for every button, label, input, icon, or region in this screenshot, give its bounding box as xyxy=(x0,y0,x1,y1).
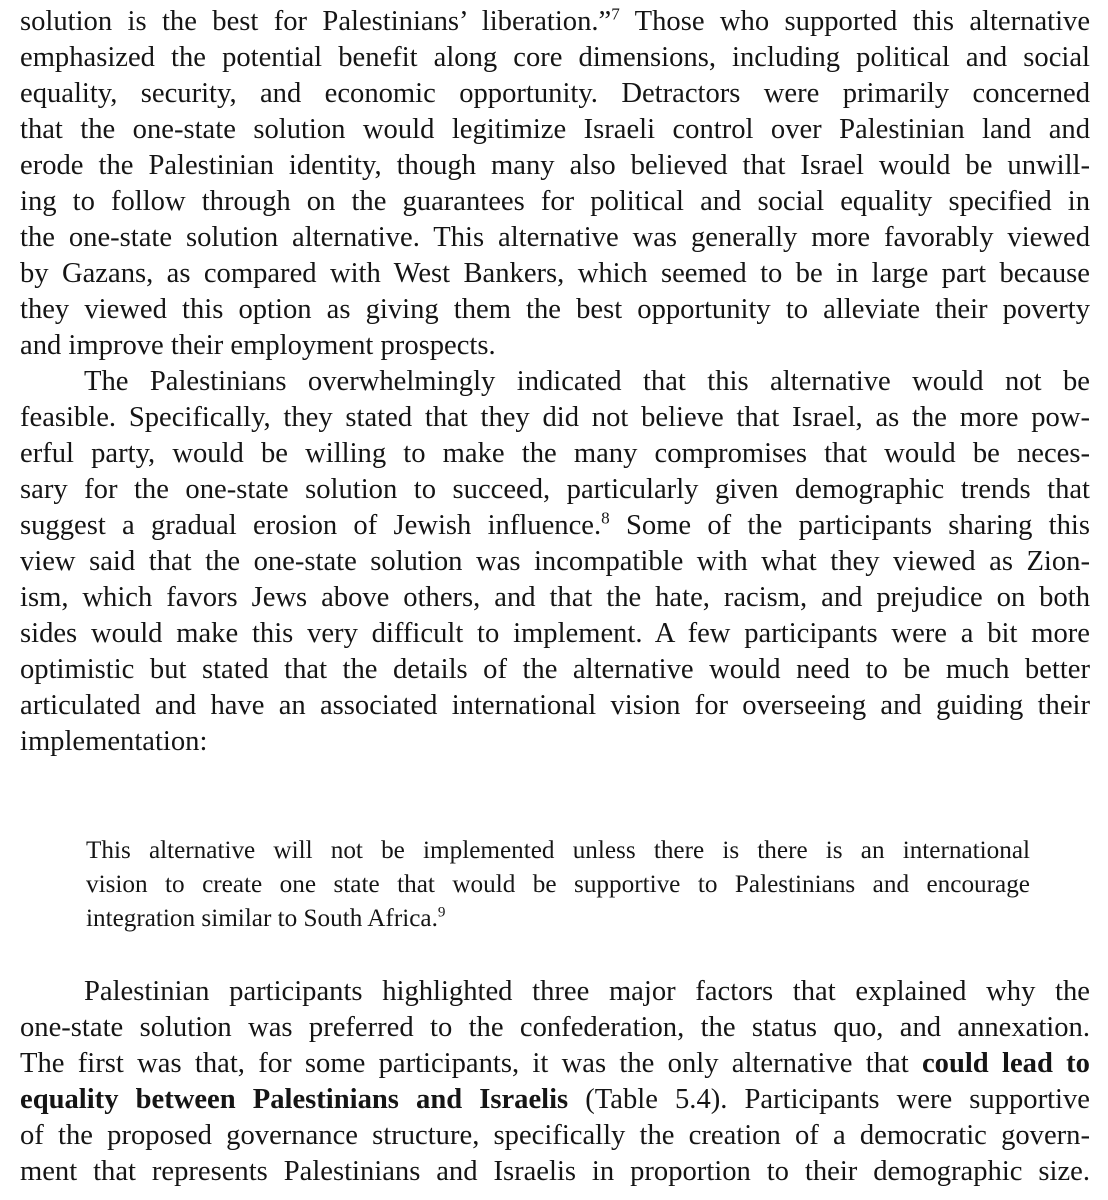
emphasized-text: could lead to xyxy=(921,1048,1090,1079)
body-text-line: that the one-state solution would legitimize Israeli control over Palestinian land and xyxy=(20,114,1090,145)
body-text-line: by Gazans, as compared with West Bankers, which seemed to be in large part because xyxy=(20,258,1090,289)
body-text-line: articulated and have an associated international vision for overseeing and guiding their xyxy=(20,690,1090,721)
body-text-line: sary for the one-state solution to succeed, particularly given demographic trends that xyxy=(20,474,1090,505)
body-text-line: Palestinian participants highlighted three major factors that explained why the xyxy=(84,976,1090,1007)
body-text-line: sides would make this very difficult to implement. A few participants were a bit more xyxy=(20,618,1090,649)
body-text-line: feasible. Specifically, they stated that they did not believe that Israel, as the more pow- xyxy=(20,402,1090,433)
body-text-line: The Palestinians overwhelmingly indicated that this alternative would not be xyxy=(84,366,1090,397)
body-text-line: ing to follow through on the guarantees for political and social equality specified in xyxy=(20,186,1090,217)
body-text-line: emphasized the potential benefit along core dimensions, including political and social xyxy=(20,42,1090,73)
body-text-line: ism, which favors Jews above others, and that the hate, racism, and prejudice on both xyxy=(20,582,1090,613)
body-text-line: equality, security, and economic opportunity. Detractors were primarily concerned xyxy=(20,78,1090,109)
footnote-reference[interactable]: 7 xyxy=(611,4,620,24)
emphasized-text: equality between Palestinians and Israelis xyxy=(20,1084,569,1115)
body-text-line: and improve their employment prospects. xyxy=(20,330,496,361)
body-text-line: equality between Palestinians and Israelis (Table 5.4). Participants were supportive xyxy=(20,1084,1090,1115)
body-text-line: one-state solution was preferred to the confederation, the status quo, and annexation. xyxy=(20,1012,1090,1043)
footnote-reference[interactable]: 9 xyxy=(437,904,446,921)
block-quote-line: vision to create one state that would be supportive to Palestinians and encourage xyxy=(86,871,1030,898)
footnote-reference[interactable]: 8 xyxy=(601,508,610,528)
body-text-line: suggest a gradual erosion of Jewish influence.$^8$ Some of the participants sharing this xyxy=(20,508,1090,541)
body-text-line: they viewed this option as giving them the best opportunity to alleviate their poverty xyxy=(20,294,1090,325)
body-text-line: ment that represents Palestinians and Israelis in proportion to their demographic size. xyxy=(20,1156,1090,1187)
block-quote-line: This alternative will not be implemented unless there is there is an international xyxy=(86,837,1030,864)
body-text-line: implementation: xyxy=(20,726,208,757)
body-text-line: the one-state solution alternative. This alternative was generally more favorably viewed xyxy=(20,222,1090,253)
body-text-line: of the proposed governance structure, specifically the creation of a democratic govern- xyxy=(20,1120,1090,1151)
body-text-line: erful party, would be willing to make the many compromises that would be neces- xyxy=(20,438,1090,469)
body-text-line: erode the Palestinian identity, though many also believed that Israel would be unwill- xyxy=(20,150,1090,181)
body-text-line: optimistic but stated that the details of the alternative would need to be much better xyxy=(20,654,1090,685)
body-text-line: view said that the one-state solution was incompatible with what they viewed as Zion- xyxy=(20,546,1090,577)
block-quote-line: integration similar to South Africa.$^9$ xyxy=(86,904,446,932)
body-text-line: The first was that, for some participants, it was the only alternative that could lead to xyxy=(20,1048,1090,1079)
body-text-line: solution is the best for Palestinians’ liberation.”$^7$ Those who supported this alternative xyxy=(20,4,1091,37)
